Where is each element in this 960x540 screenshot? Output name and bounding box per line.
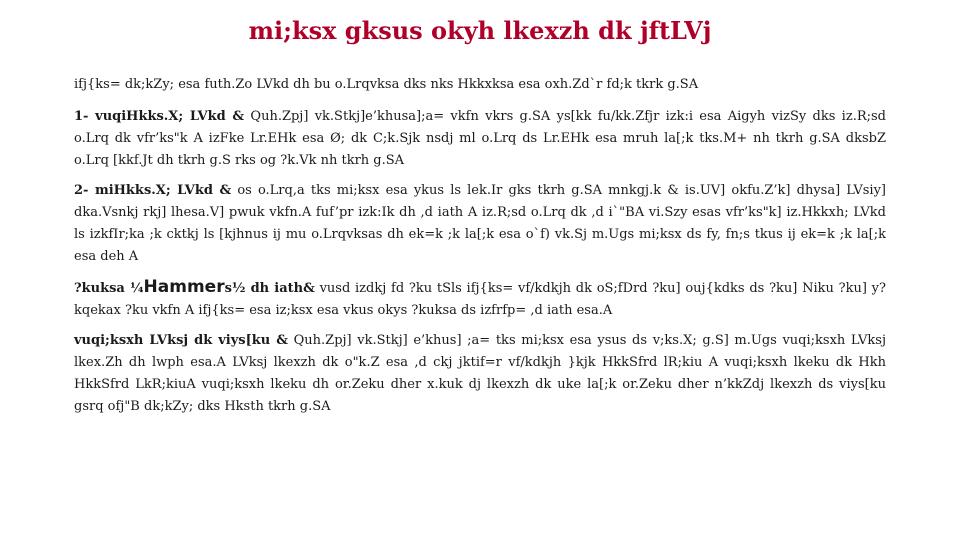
section-text: Quh.Zpj] vk.Stkj] e’khus] ;a= tks mi;ksx esa ysus ds v;ks.X; g.S] m.Ugs vuqi;ksxh LVksj lkex.Zh dh lwph esa.A LVksj lkexzh dk o"k.Z esa ,d ckj jktif=r vf/kdkjh }kjk HkkSfrd lR;kiu A vuqi;ksxh lkeku dk Hkh HkkSfrd LkR;kiuA vuqi;ksxh lkeku dh or.Zeku dher x.kuk dj lkexzh dk uke la[;k or.Zeku dher n’kkZdj lkexzh ds viys[ku gsrq ofj"B dk;kZy; dks Hksth tkrh g.SA [74, 333, 886, 414]
section-heading: 2- miHkks.X; LVkd & [74, 183, 232, 198]
section-heading [74, 277, 315, 297]
section-unusable-stock [74, 330, 886, 418]
heading-keyword: Hammer [143, 277, 225, 297]
intro-paragraph: ifj{ks= dk;kZy; esa futh.Zo LVkd dh bu o.Lrqvksa dks nks Hkkxksa esa oxh.Zd`r fd;k tkrk g.SA [74, 77, 699, 92]
section-consumable-stock [74, 180, 886, 268]
section-fixed-stock [74, 106, 886, 172]
section-heading: 1- vuqiHkks.X; LVkd & [74, 109, 245, 124]
section-text: vusd izdkj fd ?ku tSls ifj{ks= vf/kdkjh dk oS;fDrd ?ku] ouj{kdks ds ?ku] Niku ?ku] y?kqekax ?ku vkfn A ifj{ks= esa iz;ksx esa vkus okys ?kuksa ds izfrfp= ,d iath esa.A [74, 281, 886, 318]
section-heading: vuqi;ksxh LVksj dk viys[ku & [74, 333, 288, 348]
slide-title: mi;ksx gksus okyh lkexzh dk jftLVj [248, 16, 712, 45]
section-text: Quh.Zpj] vk.Stkj]e’khusa];a= vkfn vkrs g.SA ys[kk fu/kk.Zfjr izk:i esa Aigyh vizSy dks iz.R;sd o.Lrq dk vfr’ks"k A izFke Lr.EHk esa Ø; dk C;k.Sjk nsdj ml o.Lrq ds Lr.EHk esa mruh la[;k tks.M+ nh tkrh g.SA dksbZ o.Lrq [kkf.Jt dh tkrh g.S rks og ?k.Vk nh tkrh g.SA [74, 109, 886, 168]
section-text: os o.Lrq,a tks mi;ksx esa ykus ls lek.Ir gks tkrh g.SA mnkgj.k & is.UV] okfu.Z’k] dhysa] LVsiy] dka.Vsnkj rkj] lhesa.V] pwuk vkfn.A fuf’pr izk:Ik dh ,d iath A iz.R;sd o.Lrq dk ,d i`"BA vi.Szy esas vfr’ks"k] iz.Hkkxh; LVkd ls izkfIr;ka ;k cktkj ls [kjhnus ij mu o.Lrqvksas dh ek=k ;k la[;k esa o`f) vk.Sj m.Ugs mi;ksx ds fy, fn;s tkus ij ek=k ;k la[;k esa deh A [74, 183, 886, 264]
section-hammer-register [74, 276, 886, 322]
slide-body [74, 74, 886, 418]
heading-suffix: s½ dh iath& [224, 281, 315, 296]
heading-prefix: ?kuksa ¼ [74, 281, 144, 296]
